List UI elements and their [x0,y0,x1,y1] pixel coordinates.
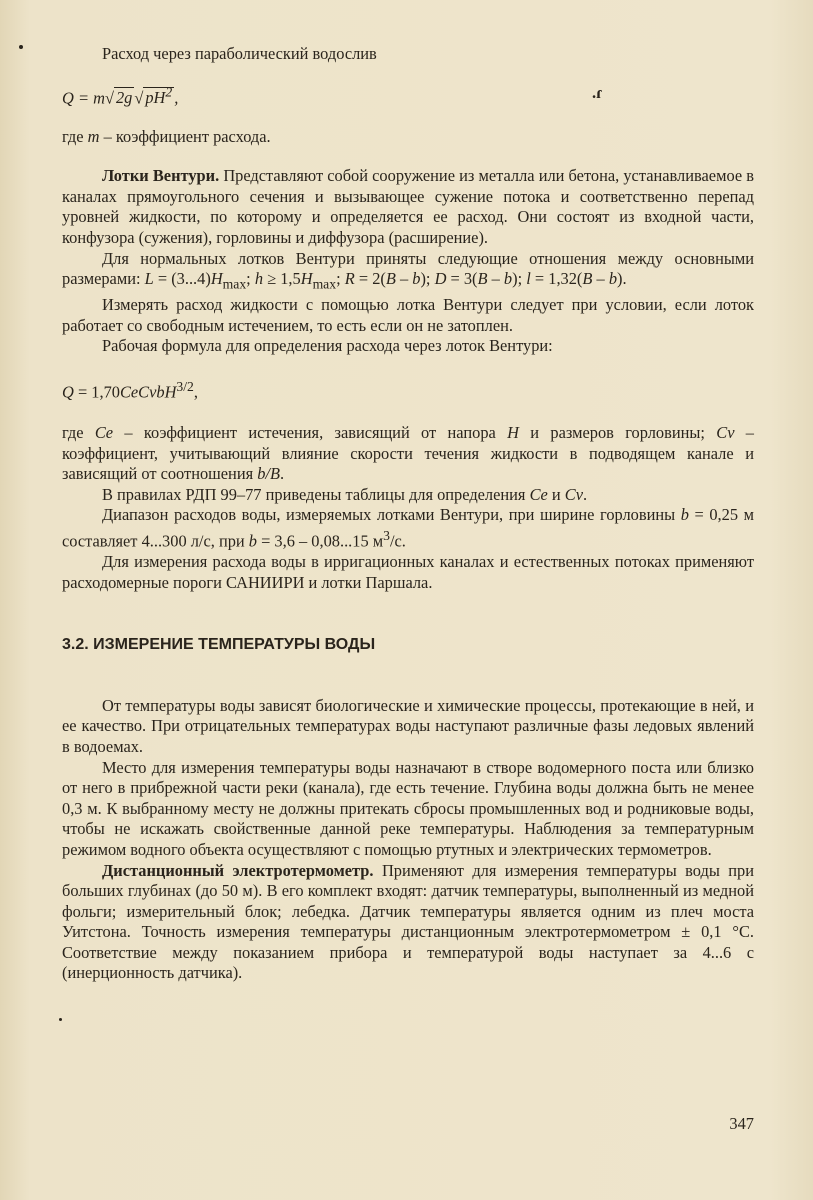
electrothermometer-paragraph: Дистанционный электротермометр. Применяют для измерения температуры воды при больших глубинах (до 50 м). В его комплект входят: датчик температуры, выполненный из медной фольги; измерительный блок; лебедка. Датчик температуры является одним из плеч моста Уитстона. Точность измерения температуры дистанционным электротермометром ± 0,1 °С. Соответствие между показанием прибора и температурой воды наступает за 4...6 с (инерционность датчика). [62,860,755,983]
coefficients-definition: где Ce – коэффициент истечения, зависящий от напора H и размеров горловины; Cv – коэффициент, учитывающий влияние скорости течения жидкости в подводящем канале и зависящий от соотношения b/B. [62,422,755,484]
page-content [62,40,754,984]
formula-parabolic-weir: Q = m√ 2g √ $pH^2$ , .ɾ [62,82,603,108]
rdp-rules-paragraph: В правилах РДП 99–77 приведены таблицы для определения Ce и Cv. [102,484,588,504]
ink-speck [59,1018,62,1021]
electrothermometer-heading: Дистанционный электротермометр. [102,860,374,880]
flow-range-paragraph: Диапазон расходов воды, измеряемых лотками Вентури, при ширине горловины b = 0,25 м составляет 4...300 л/с, при b = 3,6 – 0,08...15 $м^3/с$. [62,505,755,551]
parabolic-weir-intro: Расход через параболический водослив [102,44,377,63]
page-number: 347 [729,1114,754,1133]
ink-speck [19,45,23,49]
venturi-ratios-paragraph: Для нормальных лотков Вентури приняты следующие отношения между основными размерами: $L = (3...4)H_{max}$; $h \ge 1,5H_{max}$; R = 2(B – b); D = 3(B – b); l = 1,32(B – b). [62,248,754,292]
temperature-intro-paragraph: От температуры воды зависят биологические и химические процессы, протекающие в ней, и ее качество. При отрицательных температурах воды наступают различные фазы ледовых явлений в водоемах. [62,695,754,756]
stray-mark: .ɾ [592,82,603,102]
measurement-site-paragraph: Место для измерения температуры воды назначают в створе водомерного поста или близко от него в прибрежной части реки (канала), где есть течение. Глубина воды должна быть не менее 0,3 м. К выбранному месту не должны притекать сбросы промышленных вод и родниковые воды, чтобы не искажать свойственные данной реке температуры. Наблюдения за температурным режимом водного объекта осуществляют с помощью ртутных и электрических термометров. [62,757,754,859]
irrigation-paragraph: Для измерения расхода воды в ирригационных каналах и естественных потоках применяют расходомерные пороги САНИИРИ и лотки Паршала. [62,551,754,592]
free-flow-condition-paragraph: Измерять расход жидкости с помощью лотка Вентури следует при условии, если лоток работает со свободным истечением, то есть если он не затоплен. [62,295,754,335]
venturi-heading: Лотки Вентури. [102,166,220,186]
formula-venturi: Q = 1,70CeCvbH$^{3/2}$, [62,378,198,402]
working-formula-intro: Рабочая формула для определения расхода через лоток Вентури: [102,336,553,356]
coefficient-note: где m – коэффициент расхода. [62,126,271,146]
section-heading: 3.2. ИЗМЕРЕНИЕ ТЕМПЕРАТУРЫ ВОДЫ [62,636,376,654]
venturi-paragraph: Лотки Вентури. Представляют собой сооружение из металла или бетона, устанавливаемое в каналах прямоугольного сечения и вызывающее сужение потока и соответственно перепад уровней жидкости, по которому и определяется ее расход. Они состоят из входной части, конфузора (сужения), горловины и диффузора (расширение). [62,166,754,248]
